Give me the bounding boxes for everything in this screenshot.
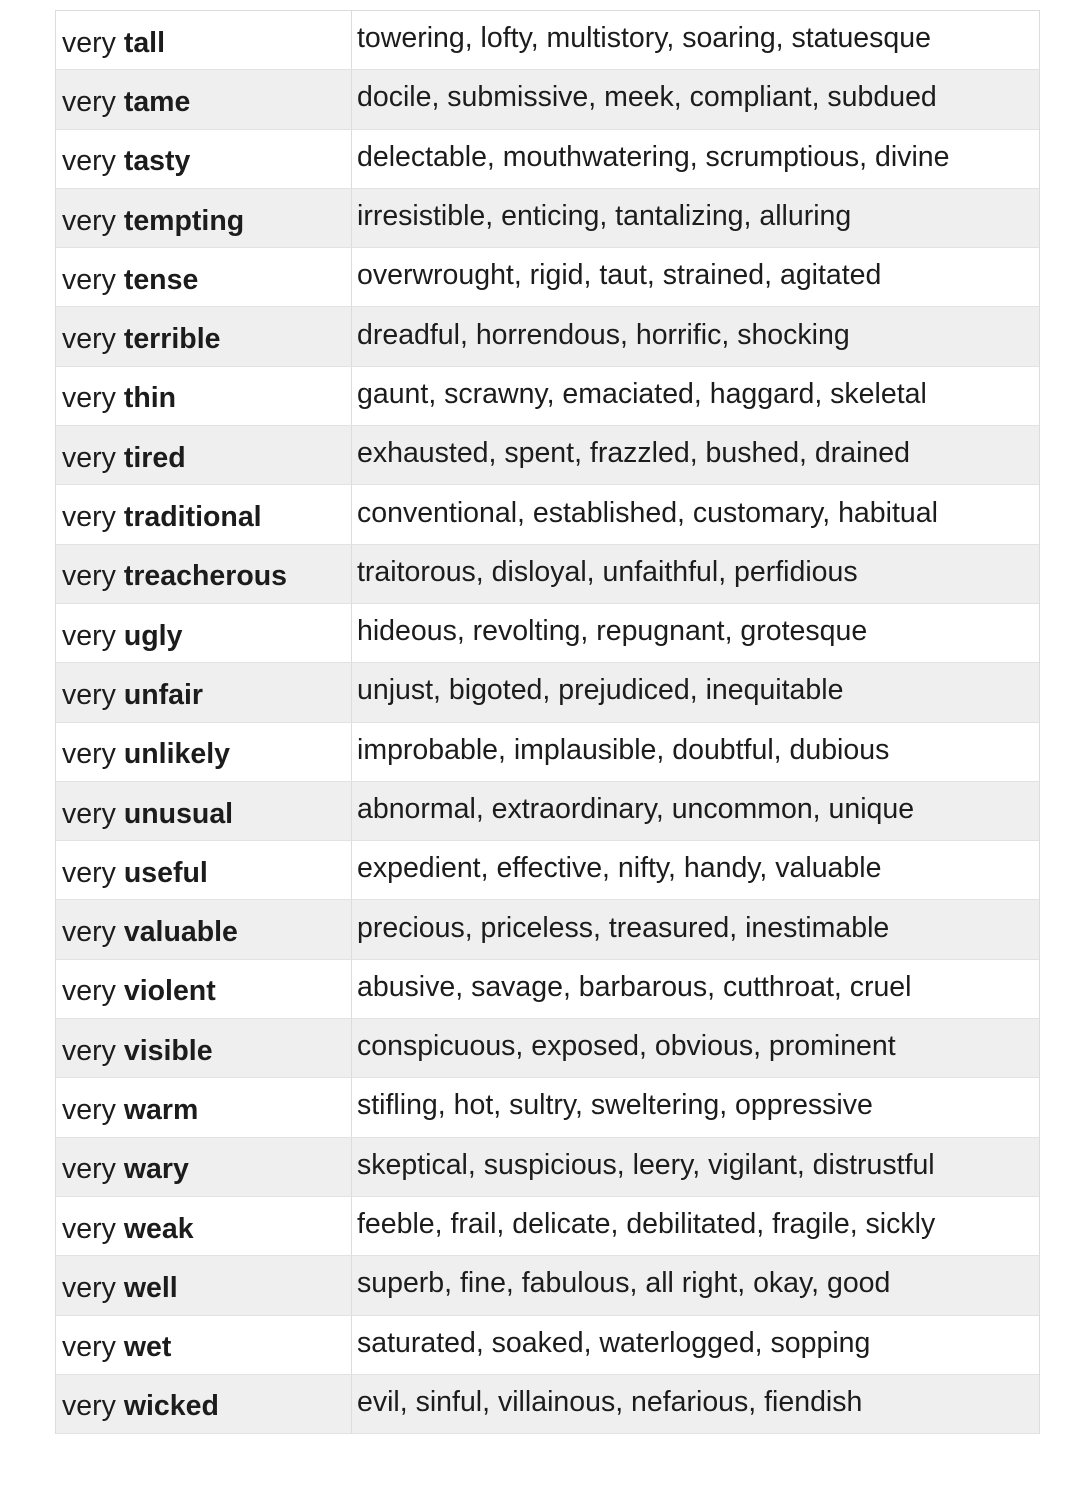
- adjective-text: unfair: [123, 678, 204, 711]
- modifier-text: very: [62, 1271, 116, 1304]
- phrase-cell: [56, 426, 352, 484]
- phrase-cell: [56, 130, 352, 188]
- synonyms-cell: unjust, bigoted, prejudiced, inequitable: [357, 674, 844, 707]
- adjective-text: wicked: [123, 1390, 219, 1423]
- synonyms-cell: skeptical, suspicious, leery, vigilant, distrustful: [357, 1148, 935, 1181]
- adjective-text: tall: [123, 26, 166, 59]
- phrase-cell: [56, 485, 352, 543]
- adjective-text: terrible: [123, 323, 221, 356]
- synonyms-cell: precious, priceless, treasured, inestimable: [357, 911, 890, 944]
- phrase-cell: [56, 1316, 352, 1374]
- modifier-text: very: [62, 1153, 116, 1186]
- synonyms-cell: stifling, hot, sultry, sweltering, oppressive: [357, 1089, 873, 1122]
- synonyms-cell: gaunt, scrawny, emaciated, haggard, skeletal: [357, 377, 927, 410]
- phrase-cell: [56, 900, 352, 958]
- synonyms-cell: exhausted, spent, frazzled, bushed, drained: [357, 437, 910, 470]
- table-row: [56, 1316, 1039, 1375]
- phrase-cell: [56, 723, 352, 781]
- synonyms-cell: superb, fine, fabulous, all right, okay, good: [357, 1267, 891, 1300]
- table-row: [56, 248, 1039, 307]
- phrase-cell: [56, 70, 352, 128]
- modifier-text: very: [62, 323, 116, 356]
- table-row: [56, 367, 1039, 426]
- modifier-text: very: [62, 797, 116, 830]
- synonyms-cell: expedient, effective, nifty, handy, valuable: [357, 852, 882, 885]
- modifier-text: very: [62, 85, 116, 118]
- synonyms-cell: traitorous, disloyal, unfaithful, perfidious: [357, 555, 858, 588]
- synonym-table: [55, 10, 1040, 1434]
- adjective-text: useful: [123, 856, 208, 889]
- synonyms-cell: delectable, mouthwatering, scrumptious, divine: [357, 140, 950, 173]
- synonyms-cell: feeble, frail, delicate, debilitated, fragile, sickly: [357, 1208, 936, 1241]
- synonyms-cell: saturated, soaked, waterlogged, sopping: [357, 1326, 871, 1359]
- phrase-cell: [56, 367, 352, 425]
- modifier-text: very: [62, 1390, 116, 1423]
- table-row: [56, 1019, 1039, 1078]
- adjective-text: tempting: [123, 204, 245, 237]
- modifier-text: very: [62, 441, 116, 474]
- table-row: [56, 426, 1039, 485]
- adjective-text: tame: [123, 85, 191, 118]
- phrase-cell: [56, 1019, 352, 1077]
- modifier-text: very: [62, 856, 116, 889]
- phrase-cell: [56, 1375, 352, 1433]
- table-row: [56, 1375, 1039, 1434]
- phrase-cell: [56, 545, 352, 603]
- modifier-text: very: [62, 1034, 116, 1067]
- modifier-text: very: [62, 916, 116, 949]
- adjective-text: wary: [123, 1153, 189, 1186]
- modifier-text: very: [62, 263, 116, 296]
- synonyms-cell: docile, submissive, meek, compliant, subdued: [357, 81, 937, 114]
- table-row: [56, 723, 1039, 782]
- phrase-cell: [56, 307, 352, 365]
- modifier-text: very: [62, 501, 116, 534]
- table-row: [56, 782, 1039, 841]
- synonyms-cell: towering, lofty, multistory, soaring, statuesque: [357, 22, 931, 55]
- modifier-text: very: [62, 1331, 116, 1364]
- synonyms-cell: abusive, savage, barbarous, cutthroat, cruel: [357, 970, 912, 1003]
- table-row: [56, 189, 1039, 248]
- table-row: [56, 604, 1039, 663]
- phrase-cell: [56, 1256, 352, 1314]
- phrase-cell: [56, 1138, 352, 1196]
- adjective-text: thin: [123, 382, 177, 415]
- table-row: [56, 1138, 1039, 1197]
- phrase-cell: [56, 11, 352, 69]
- phrase-cell: [56, 663, 352, 721]
- adjective-text: weak: [123, 1212, 194, 1245]
- synonyms-cell: conspicuous, exposed, obvious, prominent: [357, 1030, 896, 1063]
- table-row: [56, 130, 1039, 189]
- adjective-text: tasty: [123, 145, 191, 178]
- phrase-cell: [56, 841, 352, 899]
- adjective-text: ugly: [123, 619, 183, 652]
- table-row: [56, 1197, 1039, 1256]
- table-row: [56, 307, 1039, 366]
- phrase-cell: [56, 604, 352, 662]
- synonyms-cell: overwrought, rigid, taut, strained, agitated: [357, 259, 882, 292]
- phrase-cell: [56, 782, 352, 840]
- adjective-text: visible: [123, 1034, 213, 1067]
- synonyms-cell: evil, sinful, villainous, nefarious, fiendish: [357, 1385, 863, 1418]
- table-row: [56, 545, 1039, 604]
- modifier-text: very: [62, 975, 116, 1008]
- modifier-text: very: [62, 382, 116, 415]
- modifier-text: very: [62, 619, 116, 652]
- adjective-text: well: [123, 1271, 178, 1304]
- modifier-text: very: [62, 1212, 116, 1245]
- modifier-text: very: [62, 738, 116, 771]
- synonyms-cell: abnormal, extraordinary, uncommon, unique: [357, 793, 915, 825]
- modifier-text: very: [62, 1093, 116, 1126]
- modifier-text: very: [62, 678, 116, 711]
- table-row: [56, 960, 1039, 1019]
- table-row: [56, 663, 1039, 722]
- table-row: [56, 70, 1039, 129]
- table-row: [56, 485, 1039, 544]
- table-row: [56, 1256, 1039, 1315]
- phrase-cell: [56, 1197, 352, 1255]
- phrase-cell: [56, 960, 352, 1018]
- adjective-text: traditional: [123, 501, 262, 534]
- adjective-text: tired: [123, 441, 186, 474]
- phrase-cell: [56, 248, 352, 306]
- phrase-cell: [56, 1078, 352, 1136]
- table-row: [56, 1078, 1039, 1137]
- modifier-text: very: [62, 560, 116, 593]
- adjective-text: treacherous: [123, 560, 287, 593]
- synonyms-cell: improbable, implausible, doubtful, dubious: [357, 733, 890, 766]
- modifier-text: very: [62, 145, 116, 178]
- adjective-text: unusual: [123, 797, 234, 830]
- phrase-cell: [56, 189, 352, 247]
- adjective-text: wet: [123, 1331, 172, 1364]
- synonyms-cell: irresistible, enticing, tantalizing, alluring: [357, 200, 852, 233]
- adjective-text: warm: [123, 1093, 199, 1126]
- adjective-text: violent: [123, 975, 216, 1008]
- adjective-text: tense: [123, 263, 199, 296]
- synonyms-cell: conventional, established, customary, habitual: [357, 496, 938, 529]
- adjective-text: unlikely: [123, 738, 230, 771]
- modifier-text: very: [62, 204, 116, 237]
- synonyms-cell: hideous, revolting, repugnant, grotesque: [357, 615, 868, 648]
- table-row: [56, 11, 1039, 70]
- adjective-text: valuable: [123, 916, 238, 949]
- table-row: [56, 841, 1039, 900]
- table-row: [56, 900, 1039, 959]
- modifier-text: very: [62, 26, 116, 59]
- synonyms-cell: dreadful, horrendous, horrific, shocking: [357, 318, 850, 351]
